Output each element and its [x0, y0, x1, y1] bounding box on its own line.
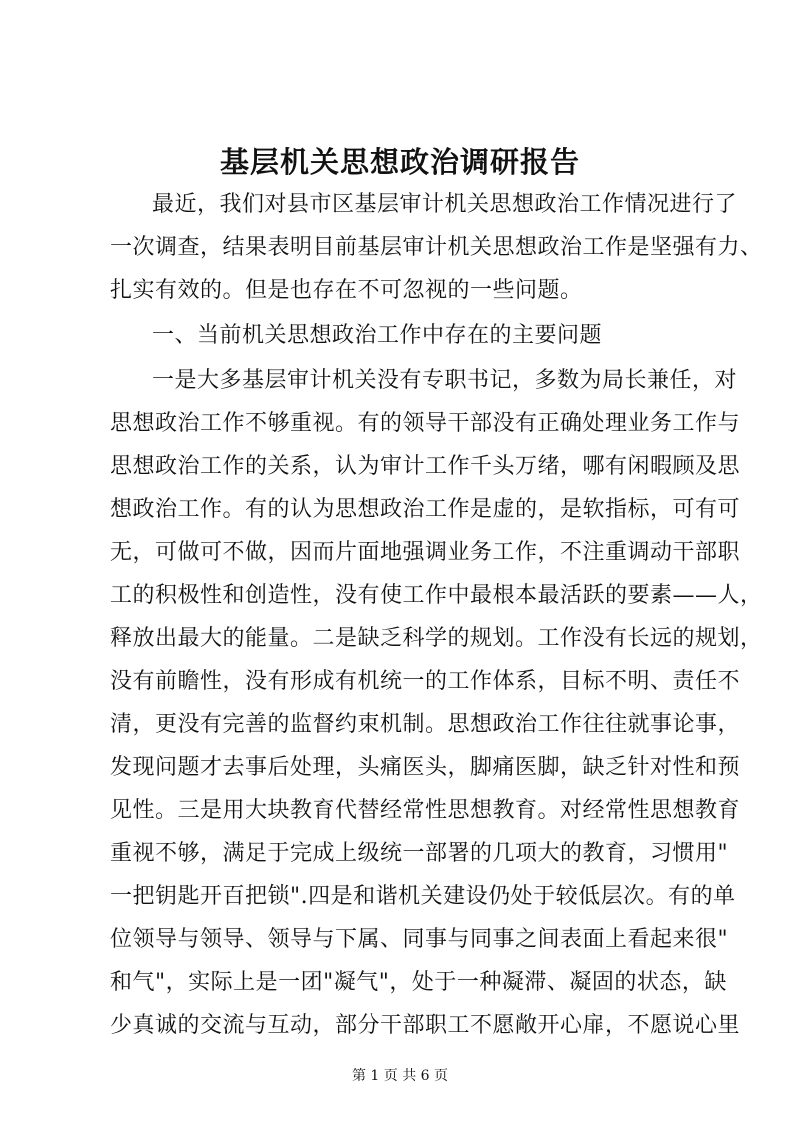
body-line: 思想政治工作不够重视。有的领导干部没有正确处理业务工作与 [110, 411, 741, 436]
body-line: 位领导与领导、领导与下属、同事与同事之间表面上看起来很" [110, 927, 729, 952]
body-line: 工的积极性和创造性，没有使工作中最根本最活跃的要素——人， [110, 583, 763, 608]
page-footer: 第 1 页 共 6 页 [351, 1068, 449, 1084]
body-line: 清，更没有完善的监督约束机制。思想政治工作往往就事论事， [110, 712, 741, 737]
body-line: 见性。三是用大块教育代替经常性思想教育。对经常性思想教育 [110, 798, 741, 823]
body-line: 无，可做可不做，因而片面地强调业务工作，不注重调动干部职 [110, 540, 741, 565]
body-line: 一把钥匙开百把锁".四是和谐机关建设仍处于较低层次。有的单 [110, 884, 736, 909]
body-line: 和气"，实际上是一团"凝气"，处于一种凝滞、凝固的状态，缺 [110, 970, 727, 995]
body-line: 没有前瞻性，没有形成有机统一的工作体系，目标不明、责任不 [110, 669, 741, 694]
body-line: 最近，我们对县市区基层审计机关思想政治工作情况进行了 [152, 192, 738, 217]
body-line: 一次调查，结果表明目前基层审计机关思想政治工作是坚强有力、 [110, 235, 763, 260]
section-heading: 一、当前机关思想政治工作中存在的主要问题 [152, 323, 603, 348]
body-line: 想政治工作。有的认为思想政治工作是虚的，是软指标，可有可 [110, 497, 741, 522]
body-line: 发现问题才去事后处理，头痛医头，脚痛医脚，缺乏针对性和预 [110, 755, 741, 780]
body-line: 扎实有效的。但是也存在不可忽视的一些问题。 [110, 278, 583, 303]
body-line: 一是大多基层审计机关没有专职书记，多数为局长兼任，对 [152, 368, 738, 393]
document-title: 基层机关思想政治调研报告 [219, 145, 580, 179]
body-line: 释放出最大的能量。二是缺乏科学的规划。工作没有长远的规划， [110, 626, 763, 651]
body-line: 思想政治工作的关系，认为审计工作千头万绪，哪有闲暇顾及思 [110, 454, 741, 479]
body-line: 重视不够，满足于完成上级统一部署的几项大的教育，习惯用" [110, 841, 729, 866]
body-line: 少真诚的交流与互动，部分干部职工不愿敞开心扉，不愿说心里 [110, 1013, 741, 1038]
